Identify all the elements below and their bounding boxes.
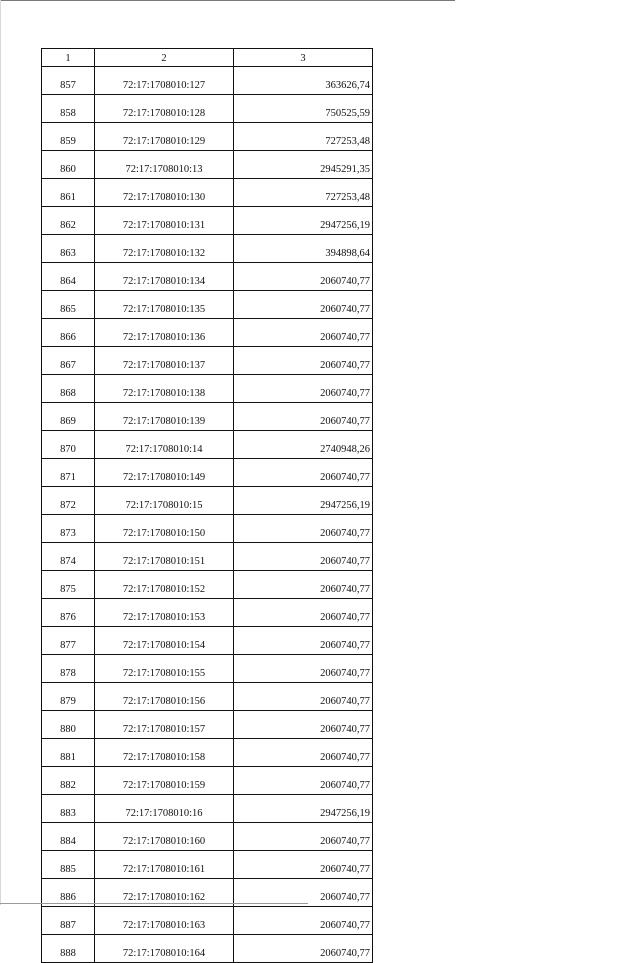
row-number-cell: 867 [42, 347, 95, 375]
table-row [42, 515, 373, 543]
cadastral-number-cell: 72:17:1708010:136 [95, 319, 234, 347]
row-number-cell: 871 [42, 459, 95, 487]
cadastral-value-cell: 2060740,77 [234, 627, 373, 655]
cadastral-number-cell: 72:17:1708010:157 [95, 711, 234, 739]
table-row [42, 403, 373, 431]
cadastral-number-cell: 72:17:1708010:149 [95, 459, 234, 487]
table-row [42, 795, 373, 823]
cadastral-number-cell: 72:17:1708010:138 [95, 375, 234, 403]
cadastral-number-cell: 72:17:1708010:162 [95, 879, 234, 907]
table-row [42, 459, 373, 487]
table-row [42, 823, 373, 851]
cadastral-number-cell: 72:17:1708010:139 [95, 403, 234, 431]
row-number-cell: 857 [42, 67, 95, 95]
row-number-cell: 876 [42, 599, 95, 627]
row-number-cell: 888 [42, 935, 95, 963]
cadastral-number-cell: 72:17:1708010:163 [95, 907, 234, 935]
row-number-cell: 885 [42, 851, 95, 879]
cadastral-number-cell: 72:17:1708010:130 [95, 179, 234, 207]
table-row [42, 151, 373, 179]
row-number-cell: 875 [42, 571, 95, 599]
row-number-cell: 882 [42, 767, 95, 795]
row-number-cell: 886 [42, 879, 95, 907]
row-number-cell: 862 [42, 207, 95, 235]
cadastral-value-cell: 394898,64 [234, 235, 373, 263]
table-row [42, 655, 373, 683]
table-row [42, 235, 373, 263]
cadastral-value-cell: 2060740,77 [234, 347, 373, 375]
table-row [42, 711, 373, 739]
cadastral-number-cell: 72:17:1708010:131 [95, 207, 234, 235]
cadastral-value-cell: 2060740,77 [234, 571, 373, 599]
cadastral-value-cell: 2060740,77 [234, 543, 373, 571]
table-row [42, 571, 373, 599]
table-row [42, 67, 373, 95]
row-number-cell: 861 [42, 179, 95, 207]
cadastral-number-cell: 72:17:1708010:154 [95, 627, 234, 655]
table-row [42, 851, 373, 879]
cadastral-number-cell: 72:17:1708010:134 [95, 263, 234, 291]
column-header-2: 2 [95, 49, 234, 67]
row-number-cell: 866 [42, 319, 95, 347]
table-row [42, 627, 373, 655]
table-body [42, 67, 373, 963]
cadastral-number-cell: 72:17:1708010:127 [95, 67, 234, 95]
cadastral-value-cell: 2060740,77 [234, 375, 373, 403]
cadastral-value-cell: 2060740,77 [234, 739, 373, 767]
cadastral-value-cell: 2060740,77 [234, 263, 373, 291]
row-number-cell: 863 [42, 235, 95, 263]
cadastral-value-cell: 727253,48 [234, 179, 373, 207]
table-row [42, 907, 373, 935]
cadastral-number-cell: 72:17:1708010:161 [95, 851, 234, 879]
row-number-cell: 874 [42, 543, 95, 571]
cadastral-value-cell: 2947256,19 [234, 487, 373, 515]
scan-top-edge-line [0, 0, 455, 1]
table-row [42, 599, 373, 627]
cadastral-number-cell: 72:17:1708010:158 [95, 739, 234, 767]
cadastral-value-cell: 2945291,35 [234, 151, 373, 179]
cadastral-value-cell: 2060740,77 [234, 599, 373, 627]
cadastral-number-cell: 72:17:1708010:129 [95, 123, 234, 151]
table-row [42, 683, 373, 711]
cadastral-value-cell: 2060740,77 [234, 515, 373, 543]
table-row [42, 347, 373, 375]
table-row [42, 95, 373, 123]
cadastral-number-cell: 72:17:1708010:14 [95, 431, 234, 459]
row-number-cell: 859 [42, 123, 95, 151]
cadastral-value-cell: 363626,74 [234, 67, 373, 95]
row-number-cell: 877 [42, 627, 95, 655]
cadastral-number-cell: 72:17:1708010:156 [95, 683, 234, 711]
table-row [42, 739, 373, 767]
cadastral-value-cell: 2060740,77 [234, 319, 373, 347]
cadastral-value-table [41, 48, 373, 963]
cadastral-number-cell: 72:17:1708010:150 [95, 515, 234, 543]
table-row [42, 319, 373, 347]
cadastral-number-cell: 72:17:1708010:152 [95, 571, 234, 599]
row-number-cell: 884 [42, 823, 95, 851]
cadastral-number-cell: 72:17:1708010:135 [95, 291, 234, 319]
row-number-cell: 864 [42, 263, 95, 291]
row-number-cell: 868 [42, 375, 95, 403]
cadastral-number-cell: 72:17:1708010:132 [95, 235, 234, 263]
cadastral-value-cell: 2947256,19 [234, 207, 373, 235]
cadastral-value-cell: 2060740,77 [234, 879, 373, 907]
cadastral-value-cell: 2740948,26 [234, 431, 373, 459]
row-number-cell: 869 [42, 403, 95, 431]
cadastral-value-cell: 2060740,77 [234, 683, 373, 711]
table-header-row [42, 49, 373, 67]
table-row [42, 263, 373, 291]
cadastral-number-cell: 72:17:1708010:16 [95, 795, 234, 823]
row-number-cell: 873 [42, 515, 95, 543]
column-header-1: 1 [42, 49, 95, 67]
cadastral-number-cell: 72:17:1708010:155 [95, 655, 234, 683]
cadastral-number-cell: 72:17:1708010:128 [95, 95, 234, 123]
cadastral-number-cell: 72:17:1708010:15 [95, 487, 234, 515]
row-number-cell: 879 [42, 683, 95, 711]
cadastral-value-cell: 2060740,77 [234, 711, 373, 739]
table-row [42, 543, 373, 571]
table-row [42, 487, 373, 515]
table-row [42, 179, 373, 207]
row-number-cell: 878 [42, 655, 95, 683]
cadastral-value-cell: 2060740,77 [234, 291, 373, 319]
cadastral-value-cell: 2060740,77 [234, 655, 373, 683]
cadastral-value-cell: 727253,48 [234, 123, 373, 151]
scan-bottom-edge-line [0, 903, 308, 904]
cadastral-value-cell: 2060740,77 [234, 823, 373, 851]
cadastral-value-cell: 2060740,77 [234, 767, 373, 795]
table-row [42, 935, 373, 963]
row-number-cell: 883 [42, 795, 95, 823]
cadastral-value-cell: 750525,59 [234, 95, 373, 123]
row-number-cell: 881 [42, 739, 95, 767]
row-number-cell: 860 [42, 151, 95, 179]
row-number-cell: 865 [42, 291, 95, 319]
table-row [42, 123, 373, 151]
row-number-cell: 870 [42, 431, 95, 459]
cadastral-number-cell: 72:17:1708010:160 [95, 823, 234, 851]
row-number-cell: 880 [42, 711, 95, 739]
cadastral-value-cell: 2060740,77 [234, 935, 373, 963]
row-number-cell: 872 [42, 487, 95, 515]
cadastral-number-cell: 72:17:1708010:153 [95, 599, 234, 627]
cadastral-number-cell: 72:17:1708010:151 [95, 543, 234, 571]
cadastral-value-cell: 2060740,77 [234, 403, 373, 431]
column-header-3: 3 [234, 49, 373, 67]
cadastral-number-cell: 72:17:1708010:164 [95, 935, 234, 963]
row-number-cell: 887 [42, 907, 95, 935]
cadastral-value-cell: 2947256,19 [234, 795, 373, 823]
cadastral-value-cell: 2060740,77 [234, 851, 373, 879]
cadastral-value-cell: 2060740,77 [234, 907, 373, 935]
table-row [42, 767, 373, 795]
cadastral-number-cell: 72:17:1708010:159 [95, 767, 234, 795]
table-row [42, 431, 373, 459]
table-row [42, 291, 373, 319]
cadastral-number-cell: 72:17:1708010:137 [95, 347, 234, 375]
cadastral-number-cell: 72:17:1708010:13 [95, 151, 234, 179]
scan-left-edge-shadow [0, 0, 1, 905]
cadastral-value-cell: 2060740,77 [234, 459, 373, 487]
table-row [42, 207, 373, 235]
row-number-cell: 858 [42, 95, 95, 123]
table-row [42, 375, 373, 403]
